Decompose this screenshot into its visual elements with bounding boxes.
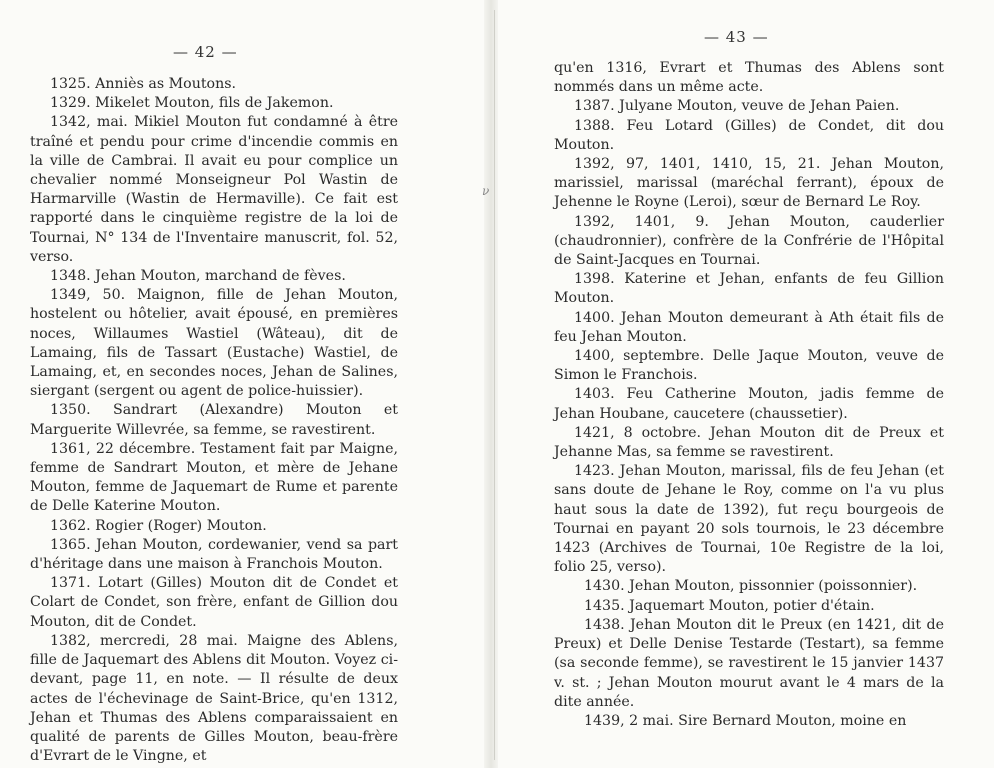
paragraph: 1350. Sandrart (Alexandre) Mouton et Marguerite Willevrée, sa femme, se ravestirent. — [30, 402, 398, 438]
paragraph: 1348. Jehan Mouton, marchand de fèves. — [50, 268, 346, 285]
paragraph: 1398. Katerine et Jehan, enfants de feu Gillion Mouton. — [554, 271, 944, 307]
paragraph: 1435. Jaquemart Mouton, potier d'étain. — [584, 597, 875, 614]
paragraph: 1342, mai. Mikiel Mouton fut condamné à être traîné et pendu pour crime d'incendie commis en la ville de Cambrai. Il avait eu pour complice un chevalier nommé Monseigneur Pol Wastin de Harmarville (Wastin de Hermaville). Ce fait est rapporté dans le cinquième registre de la loi de Tournai, N° 134 de l'Inventaire manuscrit, fol. 52, verso. — [30, 114, 398, 265]
paragraph: 1349, 50. Maignon, fille de Jehan Mouton, hostelent ou hôtelier, avait épousé, en premières noces, Willaumes Wastiel (Wâteau), dit de Lamaing, fils de Tassart (Eustache) Wastiel, de Lamaing, et, en secondes noces, Jehan de Salines, siergant (sergent ou agent de police-huissier). — [30, 287, 398, 400]
paragraph: 1421, 8 octobre. Jehan Mouton dit de Preux et Jehanne Mas, sa femme se ravestirent. — [554, 424, 944, 461]
paragraph: 1382, mercredi, 28 mai. Maigne des Ablens, fille de Jaquemart des Ablens dit Mouton. Voyez ci-devant, page 11, en note. — Il résulte de deux actes de l'échevinage de Saint-Brice, qu'en 1312, Jehan et Thumas des Ablens comparaissaient en qualité de parents de Gilles Mouton, beau-frère d'Evrart de le Vingne, et — [30, 632, 398, 765]
paragraph: 1400, septembre. Delle Jaque Mouton, veuve de Simon le Franchois. — [554, 348, 944, 384]
paragraph: 1365. Jehan Mouton, cordewanier, vend sa part d'héritage dans une maison à Franchois Mouton. — [30, 536, 398, 573]
paragraph: 1400. Jehan Mouton demeurant à Ath était fils de feu Jehan Mouton. — [554, 309, 944, 345]
paragraph: 1388. Feu Lotard (Gilles) de Condet, dit dou Mouton. — [554, 117, 944, 153]
paragraph: 1362. Rogier (Roger) Mouton. — [50, 517, 267, 534]
paragraph: 1325. Anniès as Moutons. — [50, 76, 236, 92]
page-number-left: — 42 — — [173, 43, 238, 61]
left-page — [0, 0, 484, 768]
gutter-mark: ν — [482, 184, 490, 198]
paragraph: 1329. Mikelet Mouton, fils de Jakemon. — [50, 95, 334, 112]
paragraph: 1371. Lotart (Gilles) Mouton dit de Condet et Colart de Condet, son frère, enfant de Gillion dou Mouton, dit de Condet. — [30, 575, 398, 630]
paragraph: 1392, 1401, 9. Jehan Mouton, cauderlier (chaudronnier), confrère de la Confrérie de l'Hôpital de Saint-Jacques en Tournai. — [554, 213, 944, 269]
gutter-divider — [494, 10, 495, 760]
paragraph: 1430. Jehan Mouton, pissonnier (poissonnier). — [584, 578, 918, 595]
paragraph: 1392, 97, 1401, 1410, 15, 21. Jehan Mouton, marissiel, marissal (maréchal ferrant), époux de Jehenne le Royne (Leroi), sœur de Bernard Le Roy. — [554, 156, 944, 211]
paragraph: 1403. Feu Catherine Mouton, jadis femme de Jehan Houbane, caucetere (chaussetier). — [554, 386, 944, 422]
paragraph: 1438. Jehan Mouton dit le Preux (en 1421, dit de Preux) et Delle Denise Testarde (Testart), sa femme (sa seconde femme), se ravestirent le 15 janvier 1437 v. st. ; Jehan Mouton mourut avant le 4 mars de la dite année. — [554, 616, 944, 710]
right-page — [498, 0, 994, 768]
right-page-text — [554, 59, 944, 731]
page-number-right: — 43 — — [704, 28, 769, 46]
left-page-text — [30, 75, 398, 766]
paragraph: 1439, 2 mai. Sire Bernard Mouton, moine en — [584, 712, 907, 729]
book-gutter — [484, 0, 498, 768]
paragraph: qu'en 1316, Evrart et Thumas des Ablens sont nommés dans un même acte. — [554, 60, 944, 96]
paragraph: 1387. Julyane Mouton, veuve de Jehan Paien. — [574, 98, 900, 115]
paragraph: 1423. Jehan Mouton, marissal, fils de feu Jehan (et sans doute de Jehane le Roy, comme on l'a vu plus haut sous la date de 1392), fut reçu bourgeois de Tournai en payant 20 sols tournois, le 23 décembre 1423 (Archives de Tournai, 10e Registre de la loi, folio 25, verso). — [554, 463, 944, 576]
paragraph: 1361, 22 décembre. Testament fait par Maigne, femme de Sandrart Mouton, et mère de Jehane Mouton, femme de Jaquemart de Rume et parente de Delle Katerine Mouton. — [30, 440, 398, 515]
